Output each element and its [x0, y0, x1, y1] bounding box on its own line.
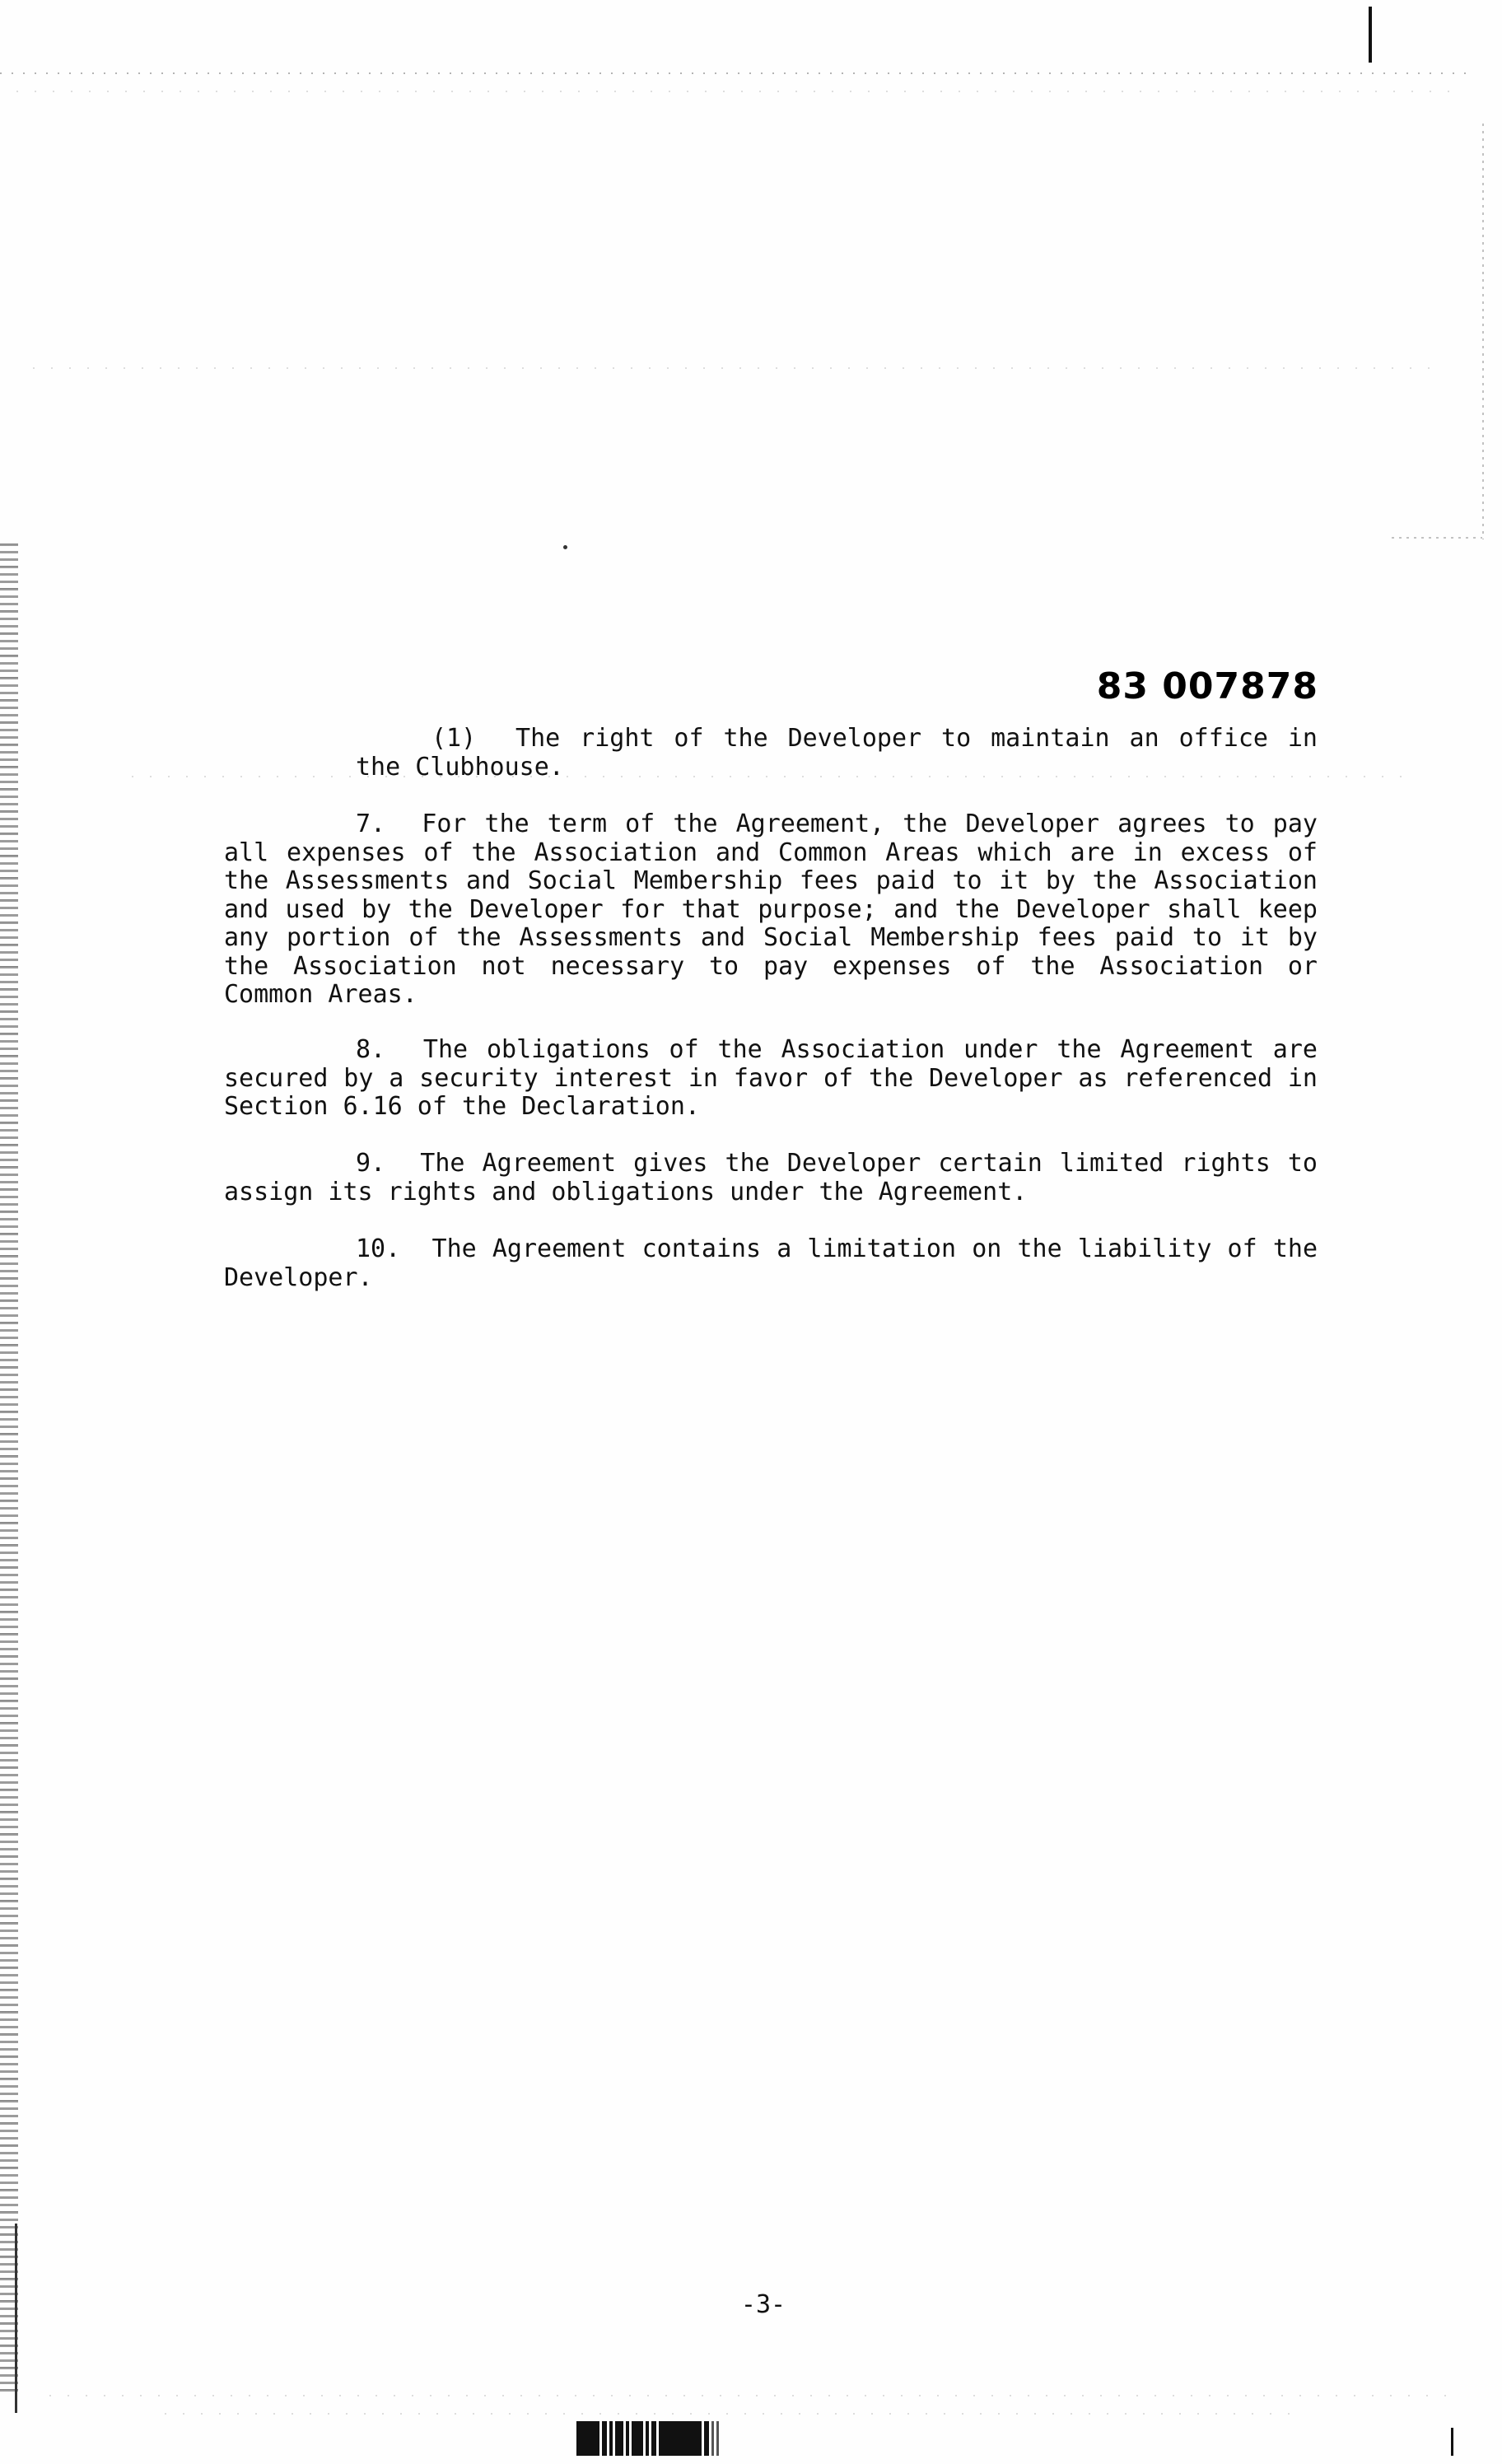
paragraph-text: The Agreement contains a limitation on the liability of the Developer. [224, 1234, 1318, 1292]
barcode [576, 2421, 774, 2456]
top-right-vertical-mark [1369, 7, 1372, 63]
paragraph-text: The right of the Developer to maintain an office in the Clubhouse. [356, 724, 1318, 782]
document-number: 83 007878 [1096, 665, 1318, 707]
scan-noise-upper [33, 367, 1433, 369]
paragraph-label: 10. [356, 1234, 401, 1263]
paragraph-label: 7. [356, 810, 386, 838]
scan-noise-bottom-2 [165, 2413, 1301, 2415]
paragraph-label: 9. [356, 1149, 386, 1178]
bottom-right-vertical-mark [1451, 2428, 1453, 2456]
page-number: -3- [740, 2290, 786, 2319]
scan-noise-bottom [49, 2395, 1449, 2396]
scan-noise-top [0, 72, 1474, 74]
paragraph-text: For the term of the Agreement, the Developer agrees to pay all expenses of the Association and Common Areas which are in excess of the Assessments and Social Membership fees paid to it by the Association and used by the Developer for that purpose; and the Developer shall keep any portion of the Assessments and Social Membership fees paid to it by the Association not necessary to pay expenses of the Association or Common Areas. [224, 810, 1318, 1009]
paragraph-text: The Agreement gives the Developer certain limited rights to assign its rights and obligations under the Agreement. [224, 1149, 1318, 1206]
left-scan-edge [0, 544, 18, 2396]
right-edge-dotted-corner [1392, 537, 1482, 539]
paragraph-5 [224, 1235, 1318, 1292]
paragraph-3 [224, 1036, 1318, 1122]
paragraph-2 [224, 810, 1318, 1010]
paragraph-label: 8. [356, 1035, 386, 1064]
paragraph-4 [224, 1150, 1318, 1206]
scan-speck [563, 545, 567, 549]
paragraph-1 [356, 725, 1318, 782]
paragraph-label: (1) [431, 724, 477, 753]
paragraph-text: The obligations of the Association under the Agreement are secured by a security interest in favor of the Developer as referenced in Section 6.16 of the Declaration. [224, 1035, 1318, 1121]
scan-noise-top-2 [16, 91, 1466, 92]
right-edge-dotted-line [1482, 124, 1484, 539]
